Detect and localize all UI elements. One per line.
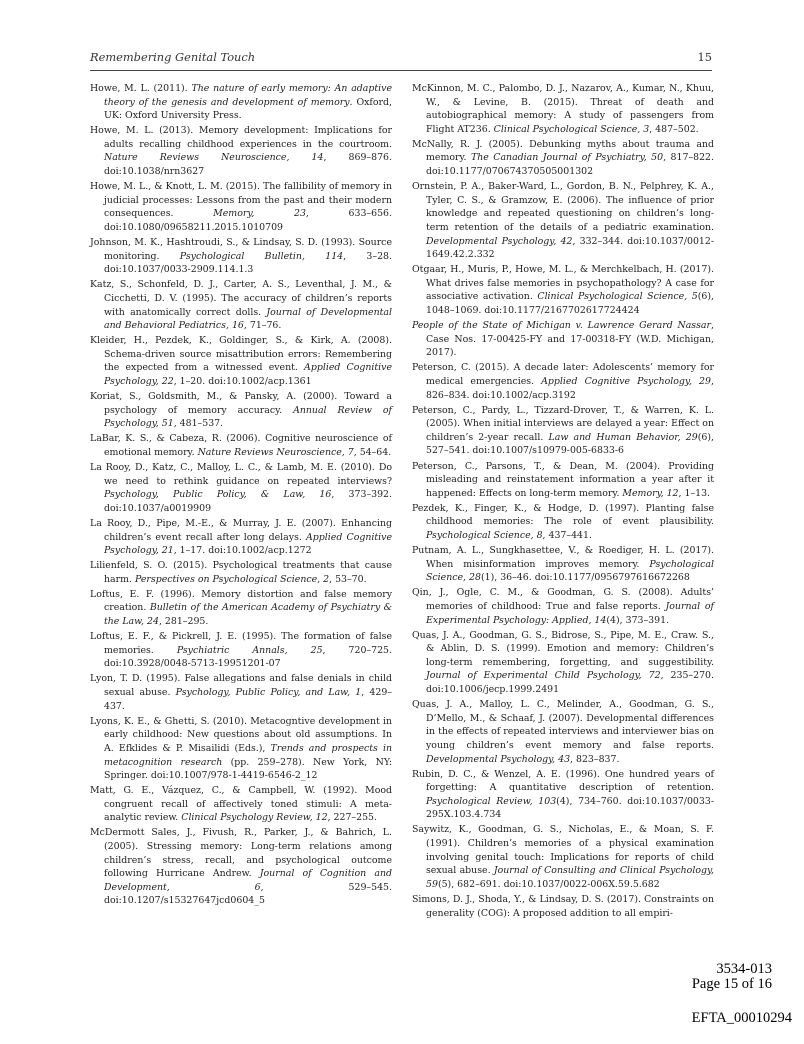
reference-source-italic: Applied Cognitive Psychology, 22: [104, 362, 392, 387]
reference-text: , 1–13.: [678, 487, 711, 499]
reference-text: McDermott Sales, J., Fivush, R., Parker, J., & Bahrich, L. (2005). Stressing memory: Long-term relations among children’s stress, recall, and psychological outcome following Hurricane Andrew.: [90, 827, 392, 880]
reference-text: , 429–437.: [104, 687, 393, 712]
reference-entry: [412, 698, 714, 766]
reference-entry: [90, 390, 392, 431]
reference-text: , 826–834. doi:10.1002/acp.3192: [426, 375, 714, 401]
reference-source-italic: Memory, 23: [213, 208, 306, 220]
reference-source-italic: Journal of Developmental and Behavioral Pediatrics, 16: [104, 306, 392, 332]
reference-entry: [90, 517, 392, 558]
reference-text: Kleider, H., Pezdek, K., Goldinger, S., & Kirk, A. (2008). Schema-driven source misattribution errors: Remembering the expected from a witnessed event.: [90, 335, 392, 374]
reference-text: Peterson, C., Parsons, T., & Dean, M. (2004). Providing misleading and reinstatement information a year after it happened: Effects on long-term memory.: [412, 460, 714, 499]
reference-source-italic: Journal of Consulting and Clinical Psychology, 59: [426, 865, 714, 890]
reference-source-italic: Clinical Psychology Review, 12: [181, 812, 328, 824]
reference-entry: [412, 629, 714, 697]
reference-entry: [90, 588, 392, 629]
reference-text: Lyons, K. E., & Ghetti, S. (2010). Metacogntive development in early childhood: New questions about old assumptions. In A. Efklides & P. Misailidi (Eds.),: [90, 715, 392, 754]
reference-text: , 1–20. doi:10.1002/acp.1361: [173, 375, 312, 387]
reference-text: Otgaar, H., Muris, P., Howe, M. L., & Merchkelbach, H. (2017). What drives false memories in psychopathology? A case for associative activation.: [412, 264, 714, 303]
reference-text: Ornstein, P. A., Baker-Ward, L., Gordon, B. N., Pelphrey, K. A., Tyler, C. S., & Gramzow, E. (2006). The influence of prior knowledge and repeated questioning on children’s long-term retention of the details of a pediatric examination.: [412, 181, 714, 233]
document-code: 3534-013: [716, 961, 772, 977]
reference-text: . Oxford, UK: Oxford University Press.: [104, 96, 392, 122]
reference-source-italic: Journal of Cognition and Development, 6: [104, 868, 392, 893]
reference-text: , 332–344. doi:10.1037/0012-1649.42.2.332: [426, 235, 715, 261]
reference-text: , 481–537.: [173, 418, 224, 430]
reference-source-italic: Psychology, Public Policy, and Law, 1: [175, 687, 362, 699]
reference-entry: [412, 502, 714, 543]
reference-text: , Case Nos. 17-00425-FY and 17-00318-FY (W.D. Michigan, 2017).: [426, 320, 714, 359]
reference-text: Putnam, A. L., Sungkhasettee, V., & Roediger, H. L. (2017). When misinformation improves memory.: [412, 545, 714, 570]
reference-entry: [90, 236, 392, 277]
reference-text: , 437–441.: [542, 530, 592, 541]
reference-source-italic: Psychological Science, 28: [426, 558, 714, 584]
reference-entry: [90, 124, 392, 178]
reference-text: Howe, M. L. (2013). Memory development: Implications for adults recalling childhood experiences in the courtroom.: [90, 125, 392, 150]
reference-entry: [412, 180, 714, 262]
reference-text: , 281–295.: [158, 616, 209, 628]
reference-text: Rubin, D. C., & Wenzel, A. E. (1996). One hundred years of forgetting: A quantitative description of retention.: [412, 768, 714, 794]
reference-text: , 869–876. doi:10.1038/nrn3627: [104, 152, 392, 178]
reference-text: (6), 1048–1069. doi:10.1177/2167702617724424: [426, 291, 715, 316]
reference-source-italic: Trends and prospects in metacognition research: [104, 742, 393, 768]
reference-entry: [90, 461, 392, 515]
running-header: [90, 50, 712, 68]
reference-text: Koriat, S., Goldsmith, M., & Pansky, A. (2000). Toward a psychology of memory accuracy.: [90, 391, 392, 416]
reference-source-italic: Psychology, Public Policy, & Law, 16: [104, 489, 332, 501]
reference-entry: [90, 432, 392, 459]
reference-text: Lyon, T. D. (1995). False allegations and false denials in child sexual abuse.: [90, 673, 392, 699]
reference-text: (5), 682–691. doi:10.1037/0022-006X.59.5.682: [437, 878, 660, 890]
reference-text: Peterson, C., Pardy, L., Tizzard-Drover, T., & Warren, K. L. (2005). When initial interviews are delayed a year: Effect on children’s 2-year recall.: [412, 404, 714, 443]
reference-source-italic: Nature Reviews Neuroscience, 14: [104, 152, 324, 164]
reference-entry: [412, 586, 714, 627]
reference-text: Saywitz, K., Goodman, G. S., Nicholas, E., & Moan, S. F. (1991). Children’s memories of a physical examination involving genital touch: Implications for reports of child sexual abuse.: [412, 824, 714, 877]
reference-source-italic: Psychological Bulletin, 114: [179, 250, 344, 262]
reference-text: , 823–837.: [570, 753, 620, 765]
reference-entry: [412, 404, 714, 458]
reference-text: (4), 373–391.: [606, 614, 670, 626]
header-rule: [90, 70, 712, 71]
reference-entry: [90, 715, 392, 783]
reference-entry: [412, 138, 714, 179]
reference-entry: [90, 180, 392, 234]
reference-text: , 227–255.: [327, 812, 377, 824]
reference-text: McNally, R. J. (2005). Debunking myths about trauma and memory.: [412, 138, 714, 164]
reference-text: , 817–822. doi:10.1177/070674370505001302: [426, 152, 715, 178]
reference-text: , 235–270. doi:10.1006/jecp.1999.2491: [426, 670, 714, 696]
reference-text: McKinnon, M. C., Palombo, D. J., Nazarov, A., Kumar, N., Khuu, W., & Levine, B. (2015). Threat of death and autobiographical memory: A study of passengers from Flight AT236.: [412, 83, 714, 135]
reference-entry: [412, 82, 714, 136]
reference-text: (6), 527–541. doi:10.1007/s10979-005-6833-6: [426, 431, 715, 457]
reference-source-italic: Journal of Experimental Child Psychology, 72: [426, 670, 661, 682]
reference-entry: [90, 559, 392, 586]
reference-text: , 53–70.: [329, 573, 367, 585]
reference-entry: [412, 768, 714, 822]
reference-entry: [412, 460, 714, 501]
reference-text: , 720–725. doi:10.3928/0048-5713-19951201-07: [104, 644, 392, 670]
reference-entry: [90, 784, 392, 825]
reference-text: , 487–502.: [649, 123, 699, 135]
reference-source-italic: Psychological Review, 103: [426, 795, 557, 807]
reference-text: Katz, S., Schonfeld, D. J., Carter, A. S., Leventhal, J. M., & Cicchetti, D. V. (1995). The accuracy of children’s reports with anatomically correct dolls.: [90, 279, 392, 318]
reference-source-italic: Psychological Science, 8: [426, 530, 543, 541]
reference-source-italic: Developmental Psychology, 42: [426, 235, 573, 247]
page-label: Page 15 of 16: [691, 976, 772, 992]
reference-text: (1), 36–46. doi:10.1177/0956797616672268: [480, 572, 690, 584]
reference-text: Loftus, E. F., & Pickrell, J. E. (1995). The formation of false memories.: [90, 631, 392, 656]
reference-source-italic: Memory, 12: [622, 487, 679, 499]
reference-text: , 3–28. doi:10.1037/0033-2909.114.1.3: [104, 250, 392, 276]
reference-source-italic: Law and Human Behavior, 29: [548, 431, 698, 443]
reference-source-italic: Applied Cognitive Psychology, 21: [104, 531, 392, 557]
reference-entry: [90, 82, 392, 123]
reference-text: Howe, M. L., & Knott, L. M. (2015). The fallibility of memory in judicial processes: Lessons from the past and their modern consequences.: [90, 181, 392, 220]
reference-source-italic: Developmental Psychology, 43: [426, 753, 571, 765]
reference-text: , 529–545. doi:10.1207/s15327647jcd0604_5: [104, 881, 392, 907]
reference-text: Loftus, E. F. (1996). Memory distortion and false memory creation.: [90, 588, 392, 614]
bates-number: EFTA_00010294: [691, 1010, 792, 1026]
reference-text: (pp. 259–278). New York, NY: Springer. doi:10.1007/978-1-4419-6546-2_12: [104, 756, 393, 782]
reference-entry: [90, 334, 392, 388]
reference-text: , 633–656. doi:10.1080/09658211.2015.1010709: [104, 208, 392, 233]
reference-text: Qin, J., Ogle, C. M., & Goodman, G. S. (2008). Adults’ memories of childhood: True and false reports.: [412, 587, 714, 612]
reference-text: Matt, G. E., Vázquez, C., & Campbell, W. (1992). Mood congruent recall of affectively toned stimuli: A meta-analytic review.: [90, 785, 392, 824]
page-footer: [692, 962, 772, 992]
references-right-column: [412, 82, 714, 922]
reference-text: , 71–76.: [243, 320, 282, 332]
reference-entry: [412, 361, 714, 402]
running-title: Remembering Genital Touch: [90, 50, 256, 64]
reference-entry: [412, 823, 714, 891]
reference-text: (4), 734–760. doi:10.1037/0033-295X.103.4.734: [426, 795, 714, 821]
reference-text: Simons, D. J., Shoda, Y., & Lindsay, D. S. (2017). Constraints on generality (COG): A proposed addition to all empiri-: [412, 893, 714, 919]
reference-source-italic: The Canadian Journal of Psychiatry, 50: [470, 152, 664, 164]
reference-text: Lilienfeld, S. O. (2015). Psychological treatments that cause harm.: [90, 560, 392, 585]
reference-entry: [90, 826, 392, 908]
reference-entry: [90, 672, 392, 713]
reference-source-italic: Journal of Experimental Psychology: Applied, 14: [426, 600, 714, 626]
reference-entry: [90, 630, 392, 671]
reference-source-italic: Bulletin of the American Academy of Psychiatry & the Law, 24: [104, 602, 393, 628]
reference-source-italic: Annual Review of Psychology, 51: [104, 404, 392, 430]
reference-source-italic: Clinical Psychological Science, 5: [537, 291, 698, 303]
page-number: 15: [697, 50, 712, 64]
reference-text: , 54–64.: [353, 446, 392, 458]
reference-text: Johnson, M. K., Hashtroudi, S., & Lindsay, S. D. (1993). Source monitoring.: [90, 237, 392, 262]
references-left-column: [90, 82, 392, 910]
reference-text: Quas, J. A., Goodman, G. S., Bidrose, S., Pipe, M. E., Craw. S., & Ablin, D. S. (1999). Emotion and memory: Children’s long-term remembering, forgetting, and suggestibility.: [412, 629, 714, 668]
reference-text: Howe, M. L. (2011).: [90, 83, 192, 94]
reference-source-italic: Clinical Psychological Science, 3: [493, 123, 650, 135]
reference-entry: [90, 278, 392, 332]
reference-text: Pezdek, K., Finger, K., & Hodge, D. (1997). Planting false childhood memories: The role of event plausibility.: [412, 502, 714, 528]
reference-source-italic: Applied Cognitive Psychology, 29: [541, 375, 711, 387]
reference-text: Quas, J. A., Malloy, L. C., Melinder, A., Goodman, G. S., D’Mello, M., & Schaaf, J. (2007). Developmental differences in the effects of repeated interviews and interviewer bias on young children’s event memory and false reports.: [412, 699, 714, 751]
reference-text: Peterson, C. (2015). A decade later: Adolescents’ memory for medical emergencies.: [412, 362, 714, 387]
reference-source-italic: Nature Reviews Neuroscience, 7: [197, 446, 354, 458]
reference-source-italic: Psychiatric Annals, 25: [176, 644, 323, 656]
reference-source-italic: The nature of early memory: An adaptive theory of the genesis and development of memory: [104, 83, 392, 108]
reference-source-italic: Perspectives on Psychological Science, 2: [134, 573, 330, 585]
reference-text: La Rooy, D., Pipe, M.-E., & Murray, J. E. (2007). Enhancing children’s event recall after long delays.: [90, 517, 392, 543]
reference-text: , 373–392. doi:10.1037/a0019909: [104, 489, 393, 514]
reference-text: LaBar, K. S., & Cabeza, R. (2006). Cognitive neuroscience of emotional memory.: [90, 433, 392, 458]
reference-text: , 1–17. doi:10.1002/acp.1272: [173, 545, 312, 557]
reference-entry: [412, 263, 714, 317]
reference-text: La Rooy, D., Katz, C., Malloy, L. C., & Lamb, M. E. (2010). Do we need to rethink guidance on repeated interviews?: [90, 462, 392, 487]
reference-entry: [412, 544, 714, 585]
reference-entry: [412, 319, 714, 360]
reference-entry: [412, 893, 714, 920]
reference-source-italic: People of the State of Michigan v. Lawrence Gerard Nassar: [412, 320, 712, 332]
